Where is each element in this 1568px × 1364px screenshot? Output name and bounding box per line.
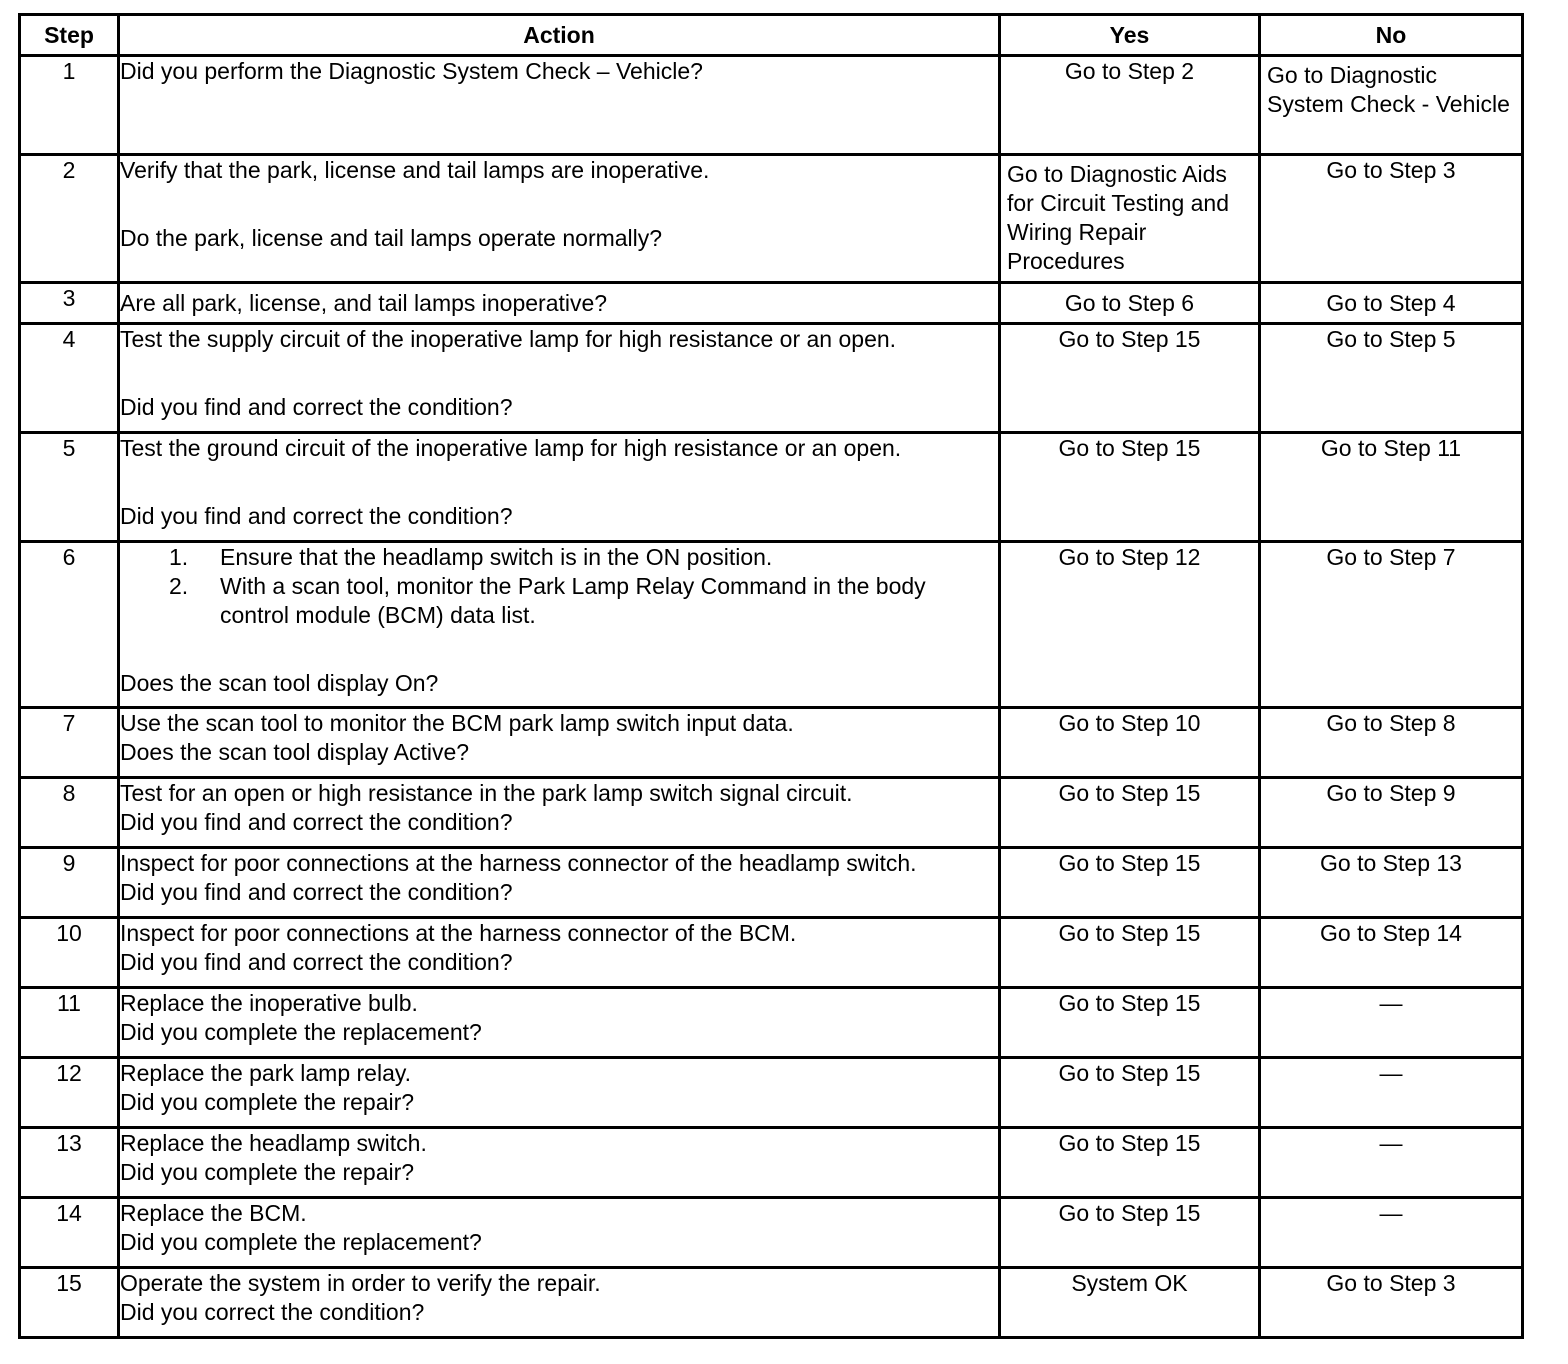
- list-item-number: 1.: [169, 544, 189, 570]
- action-question: Did you complete the replacement?: [120, 1229, 482, 1255]
- action-cell: [119, 283, 1000, 324]
- action-text: Use the scan tool to monitor the BCM park lamp switch input data.: [120, 710, 794, 736]
- yes-cell: Go to Step 15: [1000, 918, 1260, 988]
- yes-cell: System OK: [1000, 1268, 1260, 1338]
- no-cell: Go to Step 7: [1260, 542, 1523, 708]
- yes-cell: Go to Step 2: [1000, 56, 1260, 155]
- step-number: 3: [20, 283, 119, 324]
- action-cell: [119, 848, 1000, 918]
- list-item: [120, 572, 998, 630]
- action-cell: [119, 1128, 1000, 1198]
- diagnostic-table: [18, 13, 1524, 1339]
- no-cell: Go to Step 3: [1260, 155, 1523, 283]
- action-text: Test the ground circuit of the inoperative lamp for high resistance or an open.: [120, 435, 902, 461]
- table-row: [20, 1268, 1523, 1338]
- yes-cell: Go to Step 15: [1000, 1198, 1260, 1268]
- step-number: 12: [20, 1058, 119, 1128]
- action-text: Inspect for poor connections at the harness connector of the BCM.: [120, 920, 797, 946]
- no-cell: —: [1260, 988, 1523, 1058]
- yes-cell: Go to Diagnostic Aids for Circuit Testing and Wiring Repair Procedures: [1000, 155, 1260, 283]
- table-row: [20, 324, 1523, 433]
- step-number: 4: [20, 324, 119, 433]
- table-row: [20, 1128, 1523, 1198]
- list-item: [120, 543, 998, 572]
- yes-cell: Go to Step 15: [1000, 988, 1260, 1058]
- step-number: 15: [20, 1268, 119, 1338]
- action-text: Verify that the park, license and tail lamps are inoperative.: [120, 157, 710, 183]
- step-number: 7: [20, 708, 119, 778]
- step-number: 11: [20, 988, 119, 1058]
- action-question: Did you find and correct the condition?: [120, 809, 513, 835]
- yes-cell: Go to Step 12: [1000, 542, 1260, 708]
- no-cell: Go to Step 4: [1260, 283, 1523, 324]
- action-cell: [119, 1198, 1000, 1268]
- yes-cell: Go to Step 6: [1000, 283, 1260, 324]
- step-number: 8: [20, 778, 119, 848]
- list-item-number: 2.: [169, 573, 189, 599]
- table-row: [20, 848, 1523, 918]
- action-text: Did you perform the Diagnostic System Check – Vehicle?: [120, 58, 703, 84]
- action-text: Replace the BCM.: [120, 1200, 307, 1226]
- action-question: Did you correct the condition?: [120, 1299, 425, 1325]
- no-cell: Go to Step 9: [1260, 778, 1523, 848]
- header-action: Action: [119, 15, 1000, 56]
- action-cell: [119, 56, 1000, 155]
- action-text: Replace the headlamp switch.: [120, 1130, 427, 1156]
- table-row: [20, 542, 1523, 708]
- action-question: Did you complete the replacement?: [120, 1019, 482, 1045]
- step-number: 6: [20, 542, 119, 708]
- yes-cell: Go to Step 15: [1000, 778, 1260, 848]
- action-text: Test the supply circuit of the inoperative lamp for high resistance or an open.: [120, 326, 897, 352]
- action-cell: [119, 1268, 1000, 1338]
- no-cell: Go to Step 5: [1260, 324, 1523, 433]
- action-steps-list: [120, 543, 998, 630]
- step-number: 13: [20, 1128, 119, 1198]
- action-question: Did you complete the repair?: [120, 1089, 415, 1115]
- action-question: Did you find and correct the condition?: [120, 503, 513, 529]
- header-yes: Yes: [1000, 15, 1260, 56]
- no-cell: Go to Step 11: [1260, 433, 1523, 542]
- action-question: Did you find and correct the condition?: [120, 879, 513, 905]
- table-row: [20, 918, 1523, 988]
- action-cell: [119, 1058, 1000, 1128]
- action-cell: [119, 918, 1000, 988]
- action-text: Test for an open or high resistance in the park lamp switch signal circuit.: [120, 780, 853, 806]
- header-step: Step: [20, 15, 119, 56]
- action-cell: [119, 433, 1000, 542]
- table-row: [20, 708, 1523, 778]
- no-cell: Go to Step 14: [1260, 918, 1523, 988]
- action-question: Did you find and correct the condition?: [120, 394, 513, 420]
- table-row: [20, 778, 1523, 848]
- header-no: No: [1260, 15, 1523, 56]
- action-question: Did you complete the repair?: [120, 1159, 415, 1185]
- no-cell: Go to Diagnostic System Check - Vehicle: [1260, 56, 1523, 155]
- table-row: [20, 1058, 1523, 1128]
- no-cell: —: [1260, 1128, 1523, 1198]
- action-cell: [119, 155, 1000, 283]
- action-cell: [119, 988, 1000, 1058]
- action-question: Did you find and correct the condition?: [120, 949, 513, 975]
- yes-cell: Go to Step 15: [1000, 848, 1260, 918]
- action-question: Do the park, license and tail lamps operate normally?: [120, 225, 663, 251]
- no-cell: Go to Step 3: [1260, 1268, 1523, 1338]
- action-text: Replace the park lamp relay.: [120, 1060, 412, 1086]
- yes-cell: Go to Step 15: [1000, 1128, 1260, 1198]
- yes-cell: Go to Step 15: [1000, 324, 1260, 433]
- no-cell: Go to Step 13: [1260, 848, 1523, 918]
- step-number: 2: [20, 155, 119, 283]
- table-row: [20, 1198, 1523, 1268]
- no-cell: —: [1260, 1058, 1523, 1128]
- table-row: [20, 283, 1523, 324]
- list-item-text: With a scan tool, monitor the Park Lamp Relay Command in the body control module (BCM) data list.: [220, 573, 926, 628]
- action-cell: [119, 542, 1000, 708]
- yes-cell: Go to Step 10: [1000, 708, 1260, 778]
- no-cell: Go to Step 8: [1260, 708, 1523, 778]
- yes-cell: Go to Step 15: [1000, 1058, 1260, 1128]
- action-cell: [119, 708, 1000, 778]
- table-row: [20, 988, 1523, 1058]
- action-question: Does the scan tool display Active?: [120, 739, 470, 765]
- action-text: Replace the inoperative bulb.: [120, 990, 418, 1016]
- action-cell: [119, 324, 1000, 433]
- step-number: 9: [20, 848, 119, 918]
- step-number: 1: [20, 56, 119, 155]
- table-row: [20, 155, 1523, 283]
- table-row: [20, 56, 1523, 155]
- step-number: 14: [20, 1198, 119, 1268]
- header-row: [20, 15, 1523, 56]
- action-text: Inspect for poor connections at the harness connector of the headlamp switch.: [120, 850, 917, 876]
- step-number: 5: [20, 433, 119, 542]
- yes-cell: Go to Step 15: [1000, 433, 1260, 542]
- no-cell: —: [1260, 1198, 1523, 1268]
- list-item-text: Ensure that the headlamp switch is in the ON position.: [220, 544, 773, 570]
- table-row: [20, 433, 1523, 542]
- step-number: 10: [20, 918, 119, 988]
- action-question: Does the scan tool display On?: [120, 670, 439, 696]
- action-text: Are all park, license, and tail lamps inoperative?: [120, 289, 608, 316]
- action-cell: [119, 778, 1000, 848]
- action-text: Operate the system in order to verify the repair.: [120, 1270, 601, 1296]
